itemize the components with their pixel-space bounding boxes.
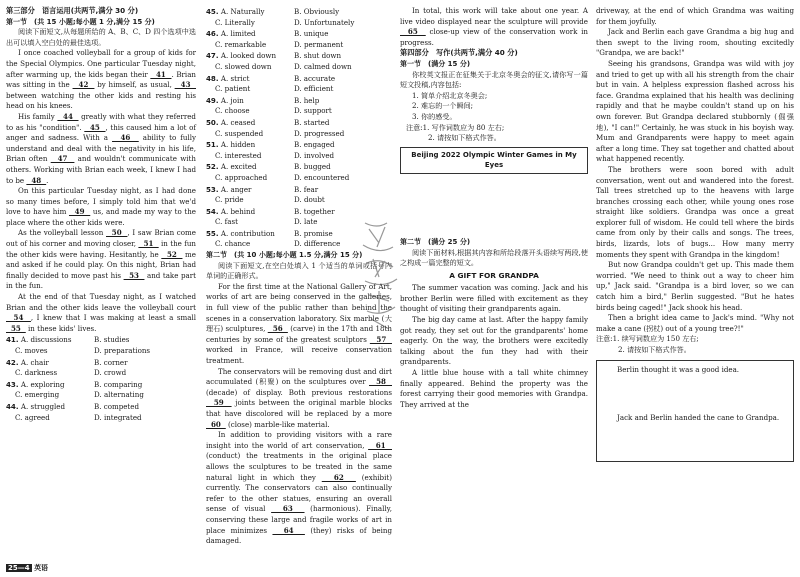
passage-text: For the first time at the National Gallery of Art, works of art are being conserved in the galleries, in full view of the public rather than behind the scenes in a conservation laboratory. Six marble (大理石) sculptures,	[206, 281, 392, 334]
option-c: C. interested	[215, 150, 262, 160]
story-paragraph: The brothers were soon bored with adult conversation, went out and wandered into the forest. Tall trees stretched up to the heavens with large branches crossing each other, while young ones rose straight like soldiers. Grandpa was once a great explorer full of wisdom. He could tell where the birds came from only by their calls and songs. The trees, birds, lizards, lots of bugs... How many merry moments they spent with Grandpa in the kingdom!	[596, 164, 794, 259]
writing-point-3: 3. 你的感受。	[412, 111, 457, 121]
passage-text: , I saw Brian come out of his corner and moving closer,	[6, 228, 196, 249]
option-c: C. approached	[215, 172, 268, 182]
question-number: 45.	[206, 7, 219, 16]
option-a-cell	[206, 229, 294, 240]
question-number: 42.	[6, 357, 19, 367]
part1-title: 第一节 (共 15 小题;每小题 1 分,满分 15 分)	[6, 17, 155, 26]
writing-part2-title: 第二节 (满分 25 分)	[400, 237, 471, 246]
page-number: 25—4	[8, 564, 30, 572]
section4-title: 第四部分 写作(共两节,满分 40 分)	[400, 48, 518, 58]
blank-55: 55	[6, 323, 26, 333]
option-c: C. fast	[215, 217, 239, 227]
passage-text: and wouldn't communicate with others. Working with Brian each week, I knew I had to be	[6, 154, 196, 185]
part1-instructions: 阅读下面短文,从每题所给的 A、B、C、D 四个选项中选出可以填入空白处的最佳选项。	[6, 27, 196, 47]
question-44-options	[6, 402, 196, 423]
option-c: C. choose	[215, 106, 250, 116]
option-a-cell	[206, 207, 294, 218]
passage-text: and take part in the fun.	[6, 270, 196, 291]
blank-52: 52	[161, 249, 183, 259]
option-a-cell	[206, 51, 294, 62]
option-a-cell	[6, 380, 94, 391]
option-a: A. Naturally	[220, 7, 265, 16]
option-c: C. slowed down	[215, 61, 272, 71]
passage-text: . Brian was sitting in the	[6, 69, 196, 90]
note-1: 1. 续写词数应为 150 左右;	[612, 334, 699, 344]
essay-writing-area	[400, 177, 588, 237]
option-b: B. together	[294, 206, 335, 216]
option-d: D. preparations	[94, 346, 151, 355]
paragraph-starter-1: Berlin thought it was a good idea.	[617, 364, 740, 374]
option-a: A. join	[220, 95, 244, 105]
question-48-options	[206, 74, 392, 95]
option-b: B. comparing	[94, 379, 143, 389]
notes-label: 注意:	[406, 122, 423, 132]
option-d: D. involved	[294, 150, 335, 160]
option-c: C. chance	[215, 239, 251, 249]
passage-text: .	[46, 175, 49, 185]
option-d: D. integrated	[94, 412, 142, 422]
option-b: B. competed	[94, 401, 140, 411]
cloze-passage	[6, 48, 196, 334]
question-49-options	[206, 96, 392, 117]
question-53-options	[206, 185, 392, 206]
part2-title: 第二节 (共 10 小题;每小题 1.5 分,满分 15 分)	[206, 251, 363, 260]
passage-text: In total, this work will take about one year. A live video displayed near the sculpture will provide	[400, 6, 588, 26]
option-d: D. efficient	[294, 84, 334, 94]
blank-50: 50	[106, 228, 128, 238]
passage-text: in these kids' lives.	[25, 323, 97, 333]
passage-text: between watching the other kids and resting his head on his knees.	[6, 90, 196, 111]
option-a: A. contribution	[220, 228, 275, 238]
option-a-cell	[206, 74, 294, 85]
story-paragraph: driveway, at the end of which Grandma was waiting for them joyfully.	[596, 6, 794, 26]
question-number: 51.	[206, 140, 219, 150]
question-45-options	[206, 7, 392, 28]
passage-text: At the end of that Tuesday night, as I watched Brian and the other kids leave the volleyball court	[6, 292, 196, 312]
question-47-options	[206, 51, 392, 72]
passage-paragraph	[6, 228, 196, 292]
question-42-options	[6, 358, 196, 379]
option-a-cell	[206, 96, 294, 107]
passage-text: in the fun the other kids were having. Hesitantly, he	[6, 239, 196, 259]
passage-text: (carve) in the 17th and 18th centuries by some of the greatest sculptors	[206, 324, 392, 344]
question-number: 48.	[206, 73, 219, 83]
option-b: B. help	[294, 95, 320, 105]
question-number: 43.	[6, 379, 19, 389]
option-c: C. pride	[215, 195, 244, 205]
blank-43: 43	[174, 80, 196, 90]
passage-text: As the volleyball lesson	[18, 228, 106, 238]
section3-title: 第三部分 语言运用(共两节,满分 30 分)	[6, 6, 139, 15]
option-a: A. struggled	[20, 401, 66, 411]
note-1: 1. 写作词数应为 80 左右;	[422, 122, 505, 132]
story-paragraph: The big day came at last. After the happy family got ready, they set out for the grandparents' home eagerly. On the way, the brothers were excitedly talking about the fun they had with their grandparents.	[400, 315, 588, 367]
option-a-cell	[6, 402, 94, 413]
passage-text: greatly with what they referred to as his "condition".	[6, 111, 196, 132]
page-footer	[6, 563, 48, 573]
passage-text: , this caused him a lot of anger and sadness. With a	[6, 122, 196, 143]
option-a: A. hidden	[220, 140, 256, 150]
passage-text: The conservators will be removing dust and dirt accumulated (积聚) on the sculptures over	[206, 366, 392, 387]
story-paragraph: Seeing his grandsons, Grandpa was wild with joy and tried to get up with all his strength from the chair but in vain. A helpless expression flashed across his face. Grandma explained that his health was declining rapidly and that he maybe couldn't stand up on his own forever. But Grandpa declared stubbornly (倔强地), "I can!" Certainly, he was stuck in his boyish way. Mum and Grandparents were happy to meet again after a long time. They sat together and chatted about what happened recently.	[596, 58, 794, 164]
story-paragraph: But now Grandpa couldn't get up. This made them worried. "We need to think out a way to cheer him up," Jack said. "Grandpa is a bird lover, so we can catch him a bird," Berlin suggested. "But he hates birds being caged!" Jack shook his head.	[596, 260, 794, 312]
notes-label: 注意:	[596, 334, 613, 344]
option-a-cell	[206, 29, 294, 40]
seal-stamp-graphic	[355, 215, 405, 335]
option-c: C. emerging	[15, 390, 60, 400]
blank-46: 46	[112, 133, 139, 143]
writing-part1-title: 第一节 (满分 15 分)	[400, 59, 471, 68]
question-number: 47.	[206, 51, 219, 61]
question-number: 53.	[206, 184, 219, 194]
blank-62: 62	[321, 472, 356, 482]
option-b: B. accurate	[294, 73, 336, 83]
passage-text: joints between the original marble blocks that have discolored will be replaced by a more	[206, 398, 392, 418]
column-3	[400, 6, 588, 410]
passage-paragraph	[400, 6, 588, 48]
option-b: B. unique	[294, 29, 329, 39]
blank-42: 42	[72, 80, 95, 90]
option-a: A. ceased	[220, 117, 256, 127]
option-d: D. alternating	[94, 390, 144, 400]
option-a: A. limited	[220, 29, 256, 39]
writing-part2-instructions: 阅读下面材料,根据其内容和所给段落开头语续写两段,使之构成一篇完整的短文。	[400, 247, 588, 268]
question-number: 46.	[206, 29, 219, 39]
option-d: D. calmed down	[294, 61, 352, 71]
option-b: B. Obviously	[294, 7, 340, 16]
question-number: 50.	[206, 117, 219, 127]
option-a-cell	[206, 7, 294, 18]
blank-47: 47	[50, 154, 75, 164]
option-d: D. support	[294, 106, 332, 116]
question-number: 41.	[6, 335, 19, 345]
option-a: A. looked down	[220, 51, 277, 61]
continuation-notes	[596, 334, 794, 345]
option-b: B. studies	[94, 335, 130, 345]
passage-text: (close) marble-like material.	[225, 419, 330, 429]
passage-paragraph	[6, 186, 196, 228]
option-d: D. crowd	[94, 368, 127, 378]
passage-text: me and asked if he could play. On this night, Brian had finally decided to move past his	[6, 249, 196, 280]
blank-63: 63	[271, 504, 305, 514]
column-4	[596, 6, 794, 462]
options-41-44	[6, 335, 196, 423]
passage-text: worked in France, will receive conservation treatment.	[206, 345, 392, 365]
question-51-options	[206, 140, 392, 161]
option-d: D. encountered	[294, 172, 350, 182]
grammar-passage-b	[400, 6, 588, 48]
question-46-options	[206, 29, 392, 50]
blank-56: 56	[267, 324, 288, 334]
blank-64: 64	[272, 525, 305, 535]
option-a-cell	[6, 358, 94, 369]
blank-61: 61	[368, 440, 392, 450]
question-number: 49.	[206, 95, 219, 105]
option-b: B. shut down	[294, 51, 342, 61]
option-d: D. progressed	[294, 128, 345, 138]
passage-text: In addition to providing visitors with a rare insight into the world of art conservation,	[206, 430, 392, 450]
note-2: 2. 请按如下格式作答。	[428, 133, 501, 143]
option-a-cell	[206, 140, 294, 151]
story-paragraph: The summer vacation was coming. Jack and his brother Berlin were filled with excitement as they thought of visiting their grandparents again.	[400, 283, 588, 314]
option-a-cell	[206, 118, 294, 129]
column-1	[6, 6, 196, 423]
question-52-options	[206, 162, 392, 183]
story-paragraph: A little blue house with a tall white chimney finally appeared. Behind the property was the forest carrying their good memories with Grandpa. They arrived at the	[400, 368, 588, 409]
writing-point-2: 2. 难忘的一个瞬间;	[412, 101, 474, 111]
option-c: C. remarkable	[215, 39, 267, 49]
option-d: D. Unfortunately	[294, 17, 355, 27]
blank-57: 57	[369, 334, 392, 344]
option-c: C. Literally	[215, 17, 255, 27]
passage-text: (decade) of display. Both previous restorations	[206, 387, 392, 397]
option-d: D. permanent	[294, 39, 344, 49]
blank-59: 59	[206, 398, 232, 408]
blank-51: 51	[138, 239, 159, 249]
story-paragraph: Then a bright idea came to Jack's mind. "Why not make a cane (拐杖) out of a young tree?!"	[596, 313, 794, 333]
option-a: A. discussions	[20, 335, 72, 345]
blank-58: 58	[369, 377, 392, 387]
option-c: C. darkness	[15, 368, 58, 378]
passage-text: (they) risks of being damaged.	[206, 525, 392, 546]
story-paragraph: Jack and Berlin each gave Grandma a big hug and then swept to the living room, shouting excitedly "Grandpa, we are back!"	[596, 27, 794, 58]
option-d: D. late	[294, 217, 318, 227]
note-2: 2. 请按如下格式作答。	[618, 345, 691, 354]
passage-text: (exhibit) currently. The conservators can also continually refer to the other statues, ensuring an overall sense of visual	[206, 472, 392, 514]
writing-part1-instructions: 你校英文报正在征集关于北京冬奥会的征文,请你写一篇短文投稿,内容包括:	[400, 69, 588, 90]
blank-53: 53	[123, 270, 145, 280]
blank-60: 60	[206, 419, 226, 429]
question-50-options	[206, 118, 392, 139]
blank-65: 65	[400, 27, 426, 37]
option-a: A. strict	[220, 73, 250, 83]
option-a: A. chair	[20, 357, 49, 367]
options-45-55	[206, 7, 392, 250]
option-b: B. promise	[294, 228, 333, 238]
option-c: C. patient	[215, 84, 251, 94]
blank-45: 45	[84, 122, 106, 132]
passage-paragraph	[6, 112, 196, 186]
passage-text: On this particular Tuesday night, as I had done so many times before, I simply told him that we'd love to have him	[6, 186, 196, 217]
passage-paragraph	[6, 48, 196, 112]
option-b: B. bugged	[294, 162, 331, 172]
passage-text: close-up view of the conservation work in progress.	[400, 27, 588, 47]
story-title: A GIFT FOR GRANDPA	[449, 270, 539, 280]
question-number: 55.	[206, 228, 219, 238]
blank-49: 49	[68, 207, 91, 217]
option-b: B. started	[294, 117, 330, 127]
option-a-cell	[206, 162, 294, 173]
passage-text: (conduct) the treatments in the original place allows the sculptures to be treated in the same natural light in which they	[206, 451, 392, 482]
option-c: C. suspended	[215, 128, 264, 138]
passage-paragraph	[6, 292, 196, 334]
option-c: C. agreed	[15, 412, 50, 422]
option-b: B. fear	[294, 184, 319, 194]
passage-text: ability to fully understand and deal with the negativity in his life, Brian often	[6, 133, 197, 164]
option-b: B. engaged	[294, 140, 335, 150]
continuation-answer-box	[596, 360, 794, 462]
question-number: 54.	[206, 206, 219, 216]
blank-44: 44	[57, 111, 79, 121]
passage-text: His family	[18, 111, 58, 121]
option-a: A. excited	[220, 162, 257, 172]
option-d: D. doubt	[294, 195, 325, 205]
question-43-options	[6, 380, 196, 401]
blank-48: 48	[26, 175, 47, 185]
passage-paragraph	[206, 430, 392, 547]
essay-title-box: Beijing 2022 Olympic Winter Games in My Eyes	[400, 147, 588, 174]
part2-instructions: 阅读下面短文,在空白处填入 1 个适当的单词或括号内单词的正确形式。	[206, 260, 392, 281]
option-c: C. moves	[15, 346, 48, 355]
passage-text: I once coached volleyball for a group of kids for the Special Olympics. One particular Tuesday night, after warming up, the kids began their	[6, 48, 196, 79]
writing-point-1: 1. 简单介绍北京冬奥会;	[412, 90, 488, 100]
option-a-cell	[6, 335, 94, 346]
blank-41: 41	[150, 69, 172, 79]
writing-notes	[400, 123, 588, 134]
passage-text: (harmonious). Finally, conserving these large and fragile works of art in place minimizes	[206, 504, 392, 535]
option-a: A. exploring	[20, 379, 65, 389]
option-b: B. corner	[94, 357, 128, 367]
passage-text: , I knew that I was making at least a small	[30, 313, 196, 323]
paragraph-starter-2: Jack and Berlin handed the cane to Grandpa.	[617, 412, 780, 422]
question-number: 44.	[6, 401, 19, 411]
option-a: A. anger	[220, 184, 252, 194]
passage-text: us, and made my way to the place where the other kids were.	[6, 207, 196, 227]
passage-text: by himself, as usual,	[94, 80, 175, 90]
passage-paragraph	[206, 367, 392, 431]
option-a: A. behind	[220, 206, 256, 216]
blank-54: 54	[6, 313, 31, 323]
question-41-options	[6, 335, 196, 356]
option-d: D. difference	[294, 239, 341, 249]
option-a-cell	[206, 185, 294, 196]
subject-label: 英语	[34, 564, 49, 572]
question-number: 52.	[206, 162, 219, 172]
